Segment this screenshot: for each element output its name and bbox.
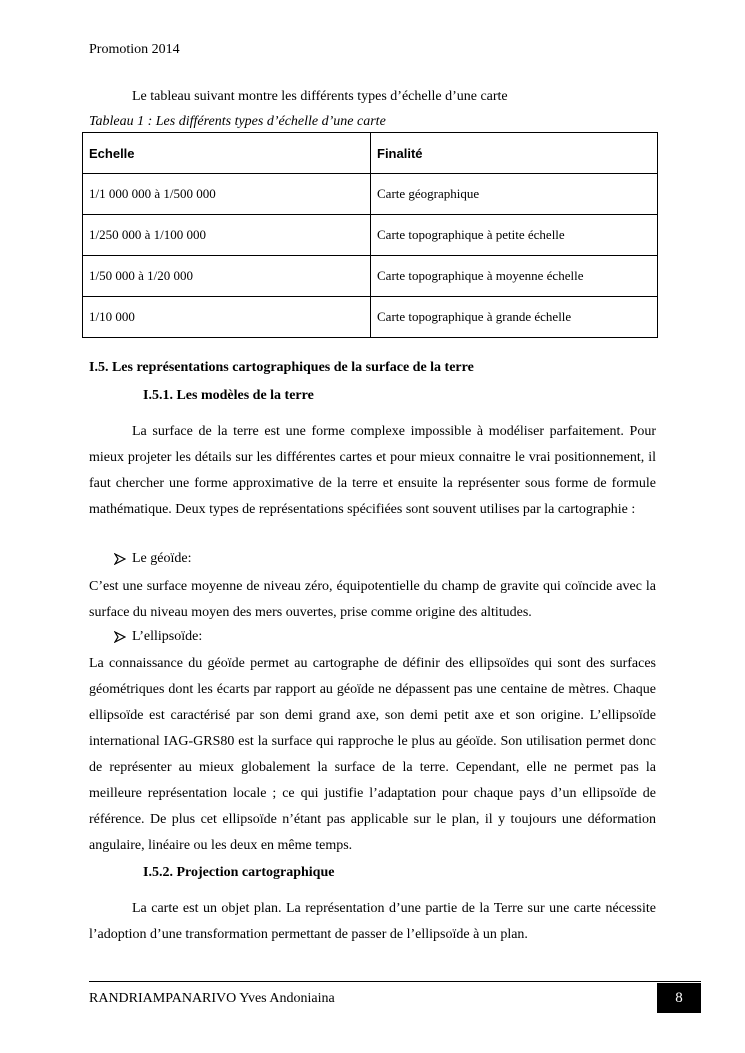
- table-cell-purpose: Carte topographique à moyenne échelle: [371, 256, 658, 297]
- table-header-row: [83, 133, 658, 174]
- table-row: [83, 215, 658, 256]
- table-cell-scale: 1/250 000 à 1/100 000: [83, 215, 371, 256]
- page-header: Promotion 2014: [89, 42, 180, 57]
- arrow-bullet-icon: [114, 553, 126, 565]
- paragraph-geoide: C’est une surface moyenne de niveau zéro, équipotentielle du champ de gravite qui coïncide avec la surface du niveau moyen des mers ouvertes, prise comme origine des altitudes.: [89, 579, 656, 620]
- subsection-heading-models: I.5.1. Les modèles de la terre: [143, 388, 314, 403]
- paragraph-ellipsoide: La connaissance du géoïde permet au cartographe de définir des ellipsoïdes qui sont des surfaces géométriques dont les écarts par rapport au géoïde ne dépassent pas une centaine de mètres. Chaque ellipsoïde est caractérisé par son demi grand axe, son demi petit axe et son origine. L’ellipsoïde international IAG-GRS80 est la surface qui rapproche le plus au géoïde. Son utilisation permet donc de représenter au mieux globalement la surface de la terre. Cependant, elle ne permet pas la meilleure représentation locale ; ce qui justifie l’adaptation pour chaque pays d’un ellipsoïde de référence. De plus cet ellipsoïde n’étant pas applicable sur le plan, il y toujours une déformation angulaire, linéaire ou les deux en même temps.: [89, 656, 656, 853]
- bullet-ellipsoide: [114, 629, 202, 645]
- section-heading: I.5. Les représentations cartographiques de la surface de la terre: [89, 360, 474, 375]
- table-header-finalite: Finalité: [371, 133, 658, 174]
- table-row: [83, 256, 658, 297]
- table-cell-scale: 1/50 000 à 1/20 000: [83, 256, 371, 297]
- bullet-label: L’ellipsoïde:: [132, 629, 203, 644]
- footer-divider: [89, 981, 701, 982]
- table-cell-purpose: Carte topographique à grande échelle: [371, 297, 658, 338]
- bullet-label: Le géoïde:: [132, 551, 192, 566]
- footer-author: RANDRIAMPANARIVO Yves Andoniaina: [89, 991, 335, 1006]
- table-cell-scale: 1/10 000: [83, 297, 371, 338]
- scales-table: [82, 132, 658, 338]
- table-row: [83, 174, 658, 215]
- table-caption: Tableau 1 : Les différents types d’échelle d’une carte: [89, 114, 386, 129]
- paragraph-projection: La carte est un objet plan. La représentation d’une partie de la Terre sur une carte nécessite l’adoption d’une transformation permettant de passer de l’ellipsoïde à un plan.: [89, 901, 656, 942]
- table-header-echelle: Echelle: [83, 133, 371, 174]
- table-cell-purpose: Carte géographique: [371, 174, 658, 215]
- table-row: [83, 297, 658, 338]
- page-number: 8: [657, 983, 701, 1013]
- bullet-geoide: [114, 551, 191, 567]
- subsection-heading-projection: I.5.2. Projection cartographique: [143, 865, 335, 880]
- table-cell-scale: 1/1 000 000 à 1/500 000: [83, 174, 371, 215]
- paragraph-earth-models: La surface de la terre est une forme complexe impossible à modéliser parfaitement. Pour mieux projeter les détails sur les différentes cartes et pour mieux connaitre le vrai positionnement, il faut chercher une forme approximative de la terre et ensuite la représenter sous forme de formule mathématique. Deux types de représentations spécifiées sont souvent utilises par la cartographie :: [89, 424, 656, 517]
- arrow-bullet-icon: [114, 631, 126, 643]
- intro-sentence: Le tableau suivant montre les différents types d’échelle d’une carte: [132, 89, 508, 104]
- table-cell-purpose: Carte topographique à petite échelle: [371, 215, 658, 256]
